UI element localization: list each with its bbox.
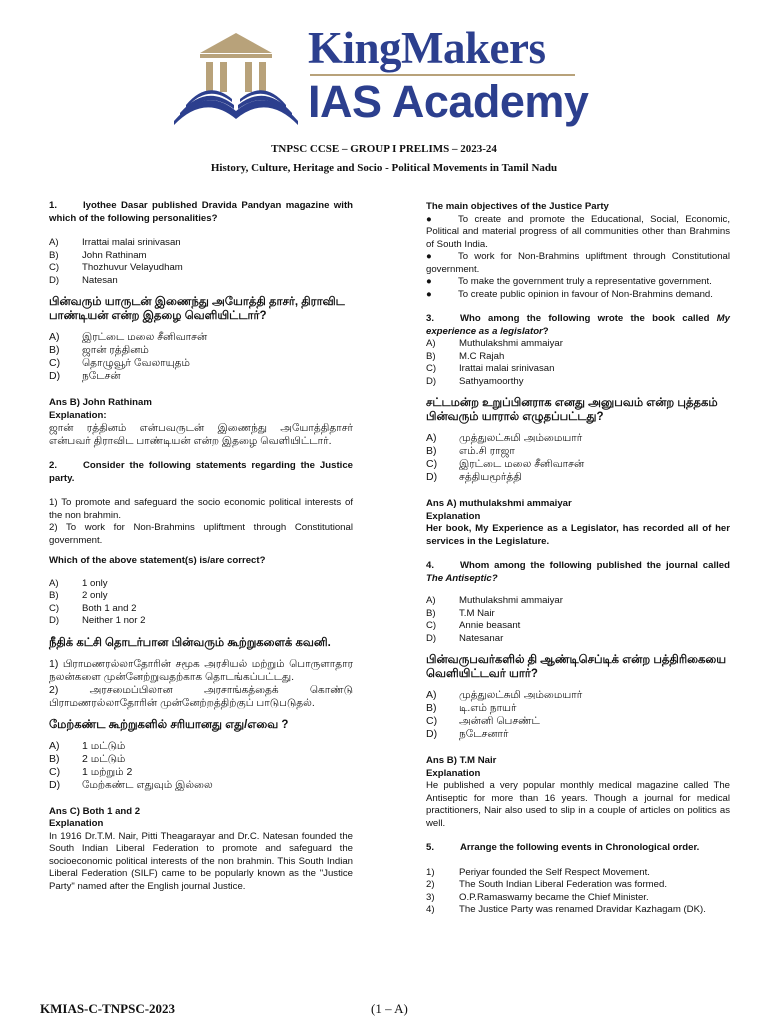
text-segment: Periyar founded the Self Respect Movement. <box>459 866 650 878</box>
text-segment: D) <box>49 274 60 286</box>
option-row <box>426 728 730 741</box>
option-row <box>426 351 730 364</box>
text-segment: Annie beasant <box>459 620 521 631</box>
text-segment: D) <box>49 615 60 626</box>
bullet-icon: ● <box>426 288 432 300</box>
q2-explanation: In 1916 Dr.T.M. Nair, Pitti Theagarayar and Dr.C. Natesan founded the South Indian Liberal Federation to promote and safeguard the socioeconomic political interests of the non brahmin. This South Indian Liberal Federation (SILF) came to be popularly known as the "Justice Party" named after the English journal Justice. <box>49 830 353 892</box>
q5-items <box>426 867 730 917</box>
option-row <box>49 262 353 275</box>
text-segment: B) <box>49 344 60 356</box>
option-row <box>49 753 353 766</box>
text-segment: டி.எம் நாயர் <box>459 702 517 714</box>
option-row <box>49 344 353 357</box>
q3-explanation: Her book, My Experience as a Legislator, has recorded all of her services in the Legislature. <box>426 523 730 547</box>
question-5 <box>426 842 730 855</box>
text-segment: A) <box>426 595 436 606</box>
option-row <box>426 702 730 715</box>
text-segment: Both 1 and 2 <box>82 602 137 614</box>
text-segment: 1 only <box>82 577 108 589</box>
option-row <box>426 879 730 892</box>
option-row <box>426 363 730 376</box>
text-segment: D) <box>426 728 438 740</box>
text-segment: Natesanar <box>459 632 504 644</box>
bullet-icon: ● <box>426 276 432 287</box>
text-segment: அன்னி பெசண்ட் <box>459 715 540 727</box>
text-segment: 2 only <box>82 590 108 601</box>
option-row <box>426 595 730 608</box>
q2-options <box>49 578 353 628</box>
text-segment: Irattai malai srinivasan <box>459 363 555 374</box>
q2-explanation-label: Explanation <box>49 818 104 829</box>
text-segment: 2 மட்டும் <box>82 752 126 765</box>
text-segment: C) <box>49 765 61 778</box>
text-segment: O.P.Ramaswamy became the Chief Minister. <box>459 891 649 903</box>
text-segment: நடேசனார் <box>459 728 509 740</box>
option-row <box>426 471 730 484</box>
text-segment: தொழுவூர் வேலாயுதம் <box>82 357 190 369</box>
question-1-tamil: பின்வரும் யாருடன் இணைந்து அயோத்தி தாசர், திராவிட பாண்டியன் என்ற இதழை வெளியிட்டார்? <box>49 296 345 322</box>
text-segment: இரட்டை மலை சீனிவாசன் <box>82 331 208 343</box>
text-segment: A) <box>426 689 437 701</box>
text-segment: B) <box>49 249 59 261</box>
text-segment: Iyothee Dasar published Dravida Pandyan magazine with which of the following personalities? <box>49 200 353 224</box>
option-row <box>426 445 730 458</box>
text-segment: C) <box>49 602 60 614</box>
text-segment: M.C Rajah <box>459 350 505 362</box>
text-segment: எம்.சி ராஜா <box>459 445 515 457</box>
option-row <box>49 370 353 383</box>
objective-bullet <box>426 251 730 276</box>
text-segment: 2) <box>426 879 435 890</box>
option-row <box>49 331 353 344</box>
option-row <box>49 275 353 288</box>
q2-statement-1: 1) To promote and safeguard the socio economic political interests of the non brahmin. <box>49 497 353 521</box>
text-segment: B) <box>49 590 59 601</box>
q3-explanation-label: Explanation <box>426 510 481 522</box>
text-segment: சத்தியமூர்த்தி <box>459 471 522 483</box>
objective-bullet <box>426 289 730 302</box>
text-segment: மேற்கண்ட எதுவும் இல்லை <box>82 778 213 791</box>
question-3-tamil: சட்டமன்ற உறுப்பினராக எனது அனுபவம் என்ற புத்தகம் பின்வரும் யாரால் எழுதப்பட்டது? <box>426 397 718 423</box>
q2-answer: Ans C) Both 1 and 2 <box>49 805 141 817</box>
q1-options <box>49 237 353 287</box>
text-segment: The Antiseptic? <box>426 572 498 584</box>
text-segment: A) <box>49 331 60 343</box>
option-row <box>426 338 730 351</box>
q1-explanation: ஜான் ரத்தினம் என்பவருடன் இணைந்து அயோத்திதாசர் என்பவர் திராவிட பாண்டியன் என்ற இதழை வெளியிட்டார். <box>49 422 353 447</box>
text-segment: C) <box>49 357 61 369</box>
q2-tamil-statement-2: 2) அரசமைப்பிலான அரசாங்கத்தைக் கொண்டு பிராமணரல்லாதோரின் முன்னேற்றத்திற்குப் பாடுபடுதல். <box>49 683 353 709</box>
text-segment: To create public opinion in favour of Non-Brahmins demand. <box>458 288 713 300</box>
text-segment: Sathyamoorthy <box>459 375 524 387</box>
text-segment: ? <box>542 325 549 337</box>
exam-subtitle: History, Culture, Heritage and Socio - Political Movements in Tamil Nadu <box>210 162 558 174</box>
text-segment: B) <box>426 702 437 714</box>
text-segment: 1 மட்டும் <box>82 739 126 752</box>
option-row <box>49 357 353 370</box>
text-segment: A) <box>49 739 60 752</box>
option-row <box>49 237 353 250</box>
option-row <box>426 620 730 633</box>
option-row <box>426 689 730 702</box>
brand-name-line1: KingMakers <box>308 23 546 73</box>
text-segment: To create and promote the Educational, Social, Economic, Political and material progress of all communities other than Brahmins of South India. <box>426 213 730 250</box>
text-segment: Who among the following wrote the book called <box>460 313 717 324</box>
text-segment: To work for Non-Brahmins upliftment through Constitutional government. <box>426 251 730 275</box>
q4-answer: Ans B) T.M Nair <box>426 755 497 766</box>
text-segment: Irrattai malai srinivasan <box>82 237 181 248</box>
q3-tamil-options <box>426 432 730 484</box>
text-segment: D) <box>49 778 61 791</box>
question-4 <box>426 560 730 585</box>
text-segment: B) <box>426 445 437 457</box>
text-segment: Neither 1 nor 2 <box>82 615 146 626</box>
footer-page-number: (1 – A) <box>371 1001 408 1016</box>
text-segment: C) <box>426 715 438 727</box>
q3-answer: Ans A) muthulakshmi ammaiyar <box>426 498 572 509</box>
right-column <box>426 201 730 917</box>
q1-answer: Ans B) John Rathinam <box>49 397 152 408</box>
q4-options <box>426 595 730 645</box>
option-row <box>426 904 730 917</box>
q4-explanation-label: Explanation <box>426 767 481 779</box>
text-segment: 1) <box>426 866 435 878</box>
option-row <box>426 458 730 471</box>
option-row <box>426 892 730 905</box>
text-segment: B) <box>426 350 436 362</box>
text-segment: Natesan <box>82 274 118 286</box>
bullet-icon: ● <box>426 213 432 225</box>
text-segment: The South Indian Liberal Federation was formed. <box>459 879 667 890</box>
text-segment: A) <box>49 237 59 248</box>
footer-code: KMIAS-C-TNPSC-2023 <box>40 1001 176 1016</box>
text-segment: C) <box>426 458 438 470</box>
option-row <box>49 615 353 628</box>
text-segment: 1 மற்றும் 2 <box>82 765 133 778</box>
q1-tamil-options <box>49 331 353 383</box>
brand-name-line2: IAS Academy <box>308 76 589 127</box>
text-segment: C) <box>426 363 437 374</box>
text-segment: Muthulakshmi ammaiyar <box>459 595 563 606</box>
text-segment: D) <box>426 632 437 644</box>
q2-tamil-ask: மேற்கண்ட கூற்றுகளில் சரியானது எது/எவை ? <box>49 718 289 731</box>
text-segment: John Rathinam <box>82 249 147 261</box>
text-segment: 3) <box>426 891 435 903</box>
text-segment: C) <box>426 620 437 631</box>
left-column <box>49 200 353 893</box>
text-segment: Arrange the following events in Chronological order. <box>460 842 700 853</box>
text-segment: 3. <box>426 313 435 324</box>
option-row <box>49 590 353 603</box>
option-row <box>426 432 730 445</box>
text-segment: 2. <box>49 460 58 471</box>
text-segment: T.M Nair <box>459 607 495 619</box>
text-segment: C) <box>49 262 60 273</box>
option-row <box>49 250 353 263</box>
text-segment: The Justice Party was renamed Dravidar Kazhagam (DK). <box>459 904 706 915</box>
text-segment: 4. <box>426 560 435 571</box>
justice-objectives-title: The main objectives of the Justice Party <box>426 201 609 212</box>
exam-title: TNPSC CCSE – GROUP I PRELIMS – 2023-24 <box>271 143 497 155</box>
question-4-tamil: பின்வருபவர்களில் தி ஆண்டிசெப்டிக் என்ற பத்திரிகையை வெளியிட்டவர் யார்? <box>426 654 727 680</box>
option-row <box>426 633 730 646</box>
q2-ask: Which of the above statement(s) is/are correct? <box>49 555 266 566</box>
option-row <box>49 603 353 616</box>
text-segment: Muthulakshmi ammaiyar <box>459 338 563 349</box>
text-segment: My experience as a legislator <box>426 313 730 337</box>
q2-statement-2: 2) To work for Non-Brahmins upliftment through Constitutional government. <box>49 522 353 546</box>
q2-tamil-statement-1: 1) பிராமணரல்லாதோரின் சமூக அரசியல் மற்றும் பொருளாதார நலன்களை முன்னேற்றுவதற்காக தொடங்கப்பட்டது. <box>49 657 353 683</box>
q3-options <box>426 338 730 388</box>
text-segment: A) <box>426 432 437 444</box>
text-segment: Thozhuvur Velayudham <box>82 262 183 273</box>
text-segment: முத்துலட்சுமி அம்மையார் <box>459 432 583 444</box>
bullet-icon: ● <box>426 251 432 262</box>
q4-tamil-options <box>426 689 730 741</box>
question-1 <box>49 200 353 225</box>
text-segment: ஜான் ரத்தினம் <box>82 344 149 356</box>
text-segment: D) <box>49 370 61 382</box>
q2-tamil-options <box>49 740 353 792</box>
q1-explanation-label: Explanation: <box>49 409 107 421</box>
text-segment: A) <box>426 338 436 349</box>
text-segment: D) <box>426 471 438 483</box>
text-segment: முத்துலட்சுமி அம்மையார் <box>459 689 583 701</box>
text-segment: இரட்டை மலை சீனிவாசன் <box>459 458 585 470</box>
text-segment: Consider the following statements regarding the Justice party. <box>49 460 353 484</box>
option-row <box>49 740 353 753</box>
option-row <box>49 578 353 591</box>
text-segment: Whom among the following published the journal called <box>460 560 730 571</box>
text-segment: 5. <box>426 842 435 853</box>
text-segment: To make the government truly a representative government. <box>458 276 712 287</box>
option-row <box>49 766 353 779</box>
text-segment: B) <box>426 607 436 619</box>
question-3 <box>426 313 730 338</box>
text-segment: 4) <box>426 904 435 915</box>
text-segment: B) <box>49 752 60 765</box>
option-row <box>49 779 353 792</box>
q4-explanation: He published a very popular monthly medical magazine called The Antiseptic for more than 16 years. Though a journal for medical practitioners, Nair also used to slip in a couple of articles on politics as well. <box>426 780 730 829</box>
pillared-book-icon <box>174 33 298 125</box>
option-row <box>426 867 730 880</box>
question-2-tamil: நீதிக் கட்சி தொடர்பான பின்வரும் கூற்றுகளைக் கவனி. <box>49 636 331 649</box>
objective-bullet <box>426 276 730 289</box>
text-segment: D) <box>426 375 437 387</box>
text-segment: நடேசன் <box>82 370 121 382</box>
objective-bullet <box>426 214 730 252</box>
question-2 <box>49 460 353 485</box>
option-row <box>426 715 730 728</box>
option-row <box>426 608 730 621</box>
text-segment: 1. <box>49 200 58 211</box>
text-segment: A) <box>49 577 59 589</box>
option-row <box>426 376 730 389</box>
